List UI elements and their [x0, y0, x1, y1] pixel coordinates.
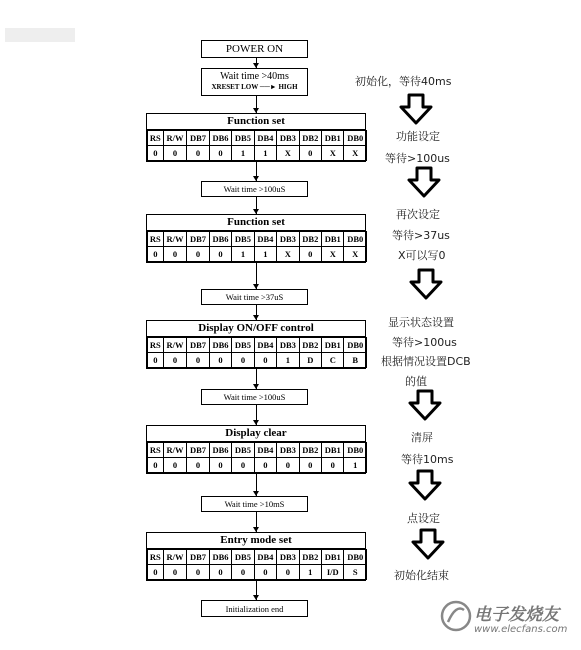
value-cell: 0 [163, 146, 187, 161]
header-cell: DB5 [232, 550, 254, 565]
header-cell: DB7 [187, 338, 209, 353]
elecfans-logo-icon [438, 598, 474, 634]
header-cell: R/W [163, 131, 187, 146]
table-row [148, 550, 367, 565]
wait-label: Wait time >37uS [225, 292, 284, 302]
table-row [148, 338, 367, 353]
value-cell: 0 [299, 247, 321, 262]
note-point-set: 点设定 [407, 512, 440, 525]
arrowhead-icon [253, 176, 259, 181]
table-row [148, 131, 367, 146]
register-table [147, 231, 367, 262]
header-cell: DB1 [322, 550, 344, 565]
note-set-dcb: 根据情况设置DCB [381, 355, 471, 368]
value-cell: 0 [277, 458, 299, 473]
value-cell: 0 [148, 247, 164, 262]
high-text: HIGH [278, 83, 298, 91]
note-init-end: 初始化结束 [394, 569, 449, 582]
panel-display-onoff [146, 320, 366, 369]
value-cell: X [322, 247, 344, 262]
value-cell: X [344, 247, 367, 262]
header-cell: DB3 [277, 338, 299, 353]
register-table [147, 130, 367, 161]
value-cell: 0 [299, 458, 321, 473]
value-cell: X [277, 146, 299, 161]
low-text: LOW [241, 83, 259, 91]
panel-function-set-2 [146, 214, 366, 263]
note-wait-100us-1: 等待>100us [385, 152, 450, 165]
header-cell: DB6 [209, 338, 231, 353]
value-cell: B [344, 353, 367, 368]
value-cell: 0 [148, 458, 164, 473]
header-cell: R/W [163, 232, 187, 247]
value-cell: 0 [209, 353, 231, 368]
header-cell: DB0 [344, 550, 367, 565]
panel-display-clear [146, 425, 366, 474]
wait-10ms-box [201, 496, 308, 512]
wait-label: Wait time >100uS [223, 392, 286, 402]
header-cell: DB1 [322, 131, 344, 146]
header-cell: RS [148, 131, 164, 146]
header-cell: DB5 [232, 232, 254, 247]
down-arrow-icon [408, 268, 444, 300]
arrowhead-icon [253, 63, 259, 68]
header-cell: DB2 [299, 550, 321, 565]
register-table [147, 337, 367, 368]
value-cell: 1 [254, 146, 276, 161]
header-cell: DB2 [299, 443, 321, 458]
down-arrow-icon [407, 389, 443, 421]
header-cell: DB4 [254, 232, 276, 247]
value-cell: 0 [163, 458, 187, 473]
header-cell: DB3 [277, 131, 299, 146]
note-wait-10ms: 等待10ms [401, 453, 454, 466]
header-cell: DB2 [299, 131, 321, 146]
value-cell: 0 [277, 565, 299, 580]
value-cell: X [277, 247, 299, 262]
header-cell: DB0 [344, 443, 367, 458]
value-cell: 0 [254, 353, 276, 368]
header-cell: DB1 [322, 232, 344, 247]
panel-entry-mode-set [146, 532, 366, 581]
value-cell: 0 [148, 353, 164, 368]
header-cell: R/W [163, 338, 187, 353]
down-arrow-icon [407, 469, 443, 501]
wait-37us-box [201, 289, 308, 305]
header-cell: RS [148, 443, 164, 458]
header-cell: DB2 [299, 338, 321, 353]
arrowhead-icon [253, 595, 259, 600]
panel-title: Display ON/OFF control [147, 321, 365, 337]
value-cell: 0 [209, 458, 231, 473]
value-cell: 0 [187, 458, 209, 473]
header-cell: RS [148, 338, 164, 353]
wait-label: Wait time >100uS [223, 184, 286, 194]
value-cell: 0 [187, 353, 209, 368]
header-cell: DB6 [209, 443, 231, 458]
table-row [148, 458, 367, 473]
down-arrow-icon [398, 93, 434, 125]
value-cell: S [344, 565, 367, 580]
header-cell: DB1 [322, 443, 344, 458]
value-cell: 0 [232, 565, 254, 580]
panel-title: Function set [147, 215, 365, 231]
register-table [147, 442, 367, 473]
value-cell: 0 [187, 565, 209, 580]
value-cell: 1 [232, 146, 254, 161]
header-cell: DB5 [232, 443, 254, 458]
watermark-cn: 电子发烧友 [474, 605, 559, 625]
header-cell: DB4 [254, 550, 276, 565]
table-row [148, 565, 367, 580]
header-cell: DB7 [187, 443, 209, 458]
value-cell: X [344, 146, 367, 161]
header-cell: DB1 [322, 338, 344, 353]
value-cell: I/D [322, 565, 344, 580]
header-cell: DB3 [277, 232, 299, 247]
power-on-label: POWER ON [225, 43, 284, 55]
value-cell: 0 [209, 146, 231, 161]
note-init-wait-40ms: 初始化，等待40ms [355, 75, 452, 88]
value-cell: 0 [187, 146, 209, 161]
header-cell: DB5 [232, 338, 254, 353]
note-wait-37us: 等待>37us [392, 229, 450, 242]
blurred-header-patch [5, 28, 75, 42]
value-cell: 1 [232, 247, 254, 262]
table-row [148, 353, 367, 368]
value-cell: 0 [209, 247, 231, 262]
value-cell: 1 [277, 353, 299, 368]
value-cell: C [322, 353, 344, 368]
wait-100us-box-2 [201, 389, 308, 405]
value-cell: 0 [163, 247, 187, 262]
down-arrow-icon [410, 528, 446, 560]
header-cell: DB0 [344, 338, 367, 353]
arrowhead-icon [253, 108, 259, 113]
note-display-state: 显示状态设置 [388, 316, 454, 329]
register-table [147, 549, 367, 580]
note-clear-screen: 清屏 [411, 431, 433, 444]
header-cell: DB5 [232, 131, 254, 146]
table-row [148, 232, 367, 247]
header-cell: RS [148, 550, 164, 565]
panel-title: Entry mode set [147, 533, 365, 549]
wait-40ms-box [201, 68, 308, 96]
value-cell: 1 [344, 458, 367, 473]
value-cell: 1 [299, 565, 321, 580]
header-cell: DB4 [254, 131, 276, 146]
header-cell: RS [148, 232, 164, 247]
note-dcb-value: 的值 [405, 375, 427, 388]
value-cell: 0 [148, 565, 164, 580]
value-cell: 0 [322, 458, 344, 473]
value-cell: 0 [163, 565, 187, 580]
arrowhead-icon [253, 209, 259, 214]
value-cell: 0 [187, 247, 209, 262]
panel-function-set-1 [146, 113, 366, 162]
arrowhead-icon [253, 284, 259, 289]
value-cell: 0 [148, 146, 164, 161]
init-end-box [201, 600, 308, 617]
xreset-text: XRESET [211, 83, 240, 91]
header-cell: DB0 [344, 131, 367, 146]
header-cell: R/W [163, 550, 187, 565]
note-function-set: 功能设定 [396, 130, 440, 143]
arrowhead-icon [253, 384, 259, 389]
value-cell: X [322, 146, 344, 161]
header-cell: DB6 [209, 131, 231, 146]
value-cell: 0 [254, 565, 276, 580]
header-cell: DB6 [209, 550, 231, 565]
arrowhead-icon [253, 491, 259, 496]
header-cell: DB6 [209, 232, 231, 247]
wait-100us-box-1 [201, 181, 308, 197]
init-end-label: Initialization end [225, 603, 284, 614]
header-cell: DB0 [344, 232, 367, 247]
power-on-box [201, 40, 308, 58]
note-wait-100us-2: 等待>100us [392, 336, 457, 349]
wait-label: Wait time >10mS [224, 499, 285, 509]
header-cell: DB3 [277, 550, 299, 565]
wait-40ms-label: Wait time >40ms [220, 71, 289, 82]
xreset-line [211, 82, 297, 93]
arrow-right-icon: ──► [259, 83, 277, 91]
arrowhead-icon [253, 315, 259, 320]
table-row [148, 146, 367, 161]
arrowhead-icon [253, 420, 259, 425]
note-x-can-be-0: X可以写0 [398, 249, 446, 262]
header-cell: DB4 [254, 338, 276, 353]
value-cell: 0 [254, 458, 276, 473]
header-cell: DB4 [254, 443, 276, 458]
panel-title: Function set [147, 114, 365, 130]
header-cell: R/W [163, 443, 187, 458]
value-cell: 0 [163, 353, 187, 368]
value-cell: 0 [232, 458, 254, 473]
header-cell: DB3 [277, 443, 299, 458]
value-cell: 0 [299, 146, 321, 161]
value-cell: 0 [232, 353, 254, 368]
watermark-url: www.elecfans.com [474, 624, 568, 635]
value-cell: 0 [209, 565, 231, 580]
header-cell: DB7 [187, 232, 209, 247]
note-set-again: 再次设定 [396, 208, 440, 221]
header-cell: DB2 [299, 232, 321, 247]
table-row [148, 247, 367, 262]
header-cell: DB7 [187, 550, 209, 565]
down-arrow-icon [406, 166, 442, 198]
value-cell: 1 [254, 247, 276, 262]
value-cell: D [299, 353, 321, 368]
table-row [148, 443, 367, 458]
header-cell: DB7 [187, 131, 209, 146]
panel-title: Display clear [147, 426, 365, 442]
arrowhead-icon [253, 527, 259, 532]
